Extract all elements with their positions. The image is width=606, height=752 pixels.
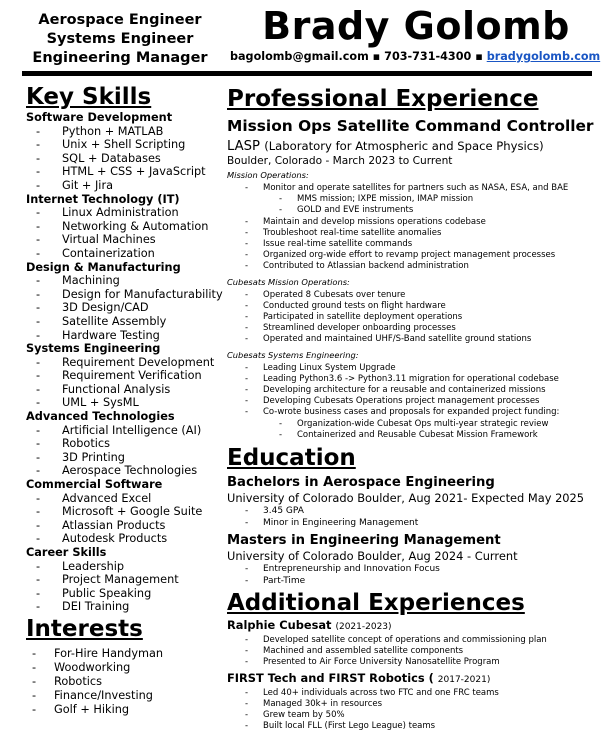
job-location-dates: Boulder, Colorado - March 2023 to Current — [227, 155, 453, 167]
skill-item-text: UML + SysML — [62, 396, 139, 410]
bullet-dash: - — [245, 323, 249, 334]
additional-bullet-text: Built local FLL (First Lego League) teams — [263, 721, 436, 732]
skill-item — [26, 138, 226, 152]
title-line: Engineering Manager — [32, 50, 208, 66]
skill-item — [26, 587, 226, 601]
person-name: Brady Golomb — [262, 4, 570, 48]
skill-category: Commercial Software — [26, 478, 163, 492]
experience-bullet — [227, 374, 599, 385]
experience-section-title: Mission Operations: — [227, 170, 309, 180]
skill-item-text: Git + Jira — [62, 178, 114, 192]
additional-bullet-text: Machined and assembled satellite components — [263, 646, 464, 657]
job-title: Mission Ops Satellite Command Controller — [227, 117, 594, 135]
entry-name: FIRST Tech and FIRST Robotics ( — [227, 670, 434, 685]
skill-item — [26, 233, 226, 247]
interest-item — [26, 689, 226, 703]
title-line: Systems Engineer — [46, 31, 194, 47]
skill-item — [26, 560, 226, 574]
skill-category: Design & Manufacturing — [26, 260, 181, 274]
additional-bullet-text: Grew team by 50% — [263, 710, 345, 721]
skill-item — [26, 288, 226, 302]
skill-category: Systems Engineering — [26, 342, 161, 356]
additional-bullet — [227, 721, 599, 732]
skill-item — [26, 437, 226, 451]
experience-sub-bullet — [227, 430, 599, 441]
degree-name: Bachelors in Aerospace Engineering — [227, 475, 495, 491]
skill-item — [26, 451, 226, 465]
bullet-dash: - — [36, 219, 41, 233]
experience-bullet — [227, 363, 599, 374]
bullet-dash: - — [36, 138, 41, 152]
skill-item-text: Satellite Assembly — [62, 314, 167, 328]
experience-bullet-text: Co-wrote business cases and proposals for expanded project funding: — [263, 407, 560, 418]
interest-item — [26, 647, 226, 661]
skill-item — [26, 315, 226, 329]
experience-bullet — [227, 407, 599, 418]
experience-bullet-text: Conducted ground tests on flight hardware — [263, 300, 446, 311]
bullet-dash: - — [36, 382, 41, 396]
bullet-dash: - — [36, 586, 41, 600]
skill-item-text: Hardware Testing — [62, 328, 160, 342]
experience-bullet-text: Leading Linux System Upgrade — [263, 362, 396, 373]
experience-bullet-text: Troubleshoot real-time satellite anomalies — [263, 227, 442, 238]
bullet-dash: - — [279, 418, 283, 429]
skill-item-text: Design for Manufacturability — [62, 287, 223, 301]
skill-item — [26, 532, 226, 546]
skill-item-text: Requirement Development — [62, 355, 215, 369]
experience-bullet — [227, 334, 599, 345]
entry-name: Ralphie Cubesat — [227, 618, 332, 633]
bullet-dash: - — [36, 464, 41, 478]
skill-item — [26, 165, 226, 179]
interest-item — [26, 661, 226, 675]
bullet-dash: - — [245, 657, 249, 668]
additional-bullet — [227, 699, 599, 710]
skill-item — [26, 519, 226, 533]
experience-sub-bullet — [227, 194, 599, 205]
experience-bullet — [227, 228, 599, 239]
skill-item-text: 3D Printing — [62, 450, 125, 464]
bullet-dash: - — [245, 334, 249, 345]
additional-bullet — [227, 635, 599, 646]
additional-bullet — [227, 657, 599, 668]
skill-item-text: Virtual Machines — [62, 233, 156, 247]
skill-item — [26, 356, 226, 370]
skill-item-text: Project Management — [62, 573, 179, 587]
bullet-dash: - — [245, 506, 249, 517]
experience-bullet-text: Developing architecture for a reusable and containerized missions — [263, 385, 546, 396]
skill-item-text: Autodesk Products — [62, 532, 168, 546]
right-column — [227, 86, 599, 732]
skill-item — [26, 206, 226, 220]
experience-bullet — [227, 312, 599, 323]
degree-name: Masters in Engineering Management — [227, 533, 501, 549]
experience-sub-bullet-text: Containerized and Reusable Cubesat Mission Framework — [297, 429, 538, 440]
additional-bullet — [227, 688, 599, 699]
experience-bullet — [227, 396, 599, 407]
additional-bullet — [227, 646, 599, 657]
bullet-dash: - — [36, 165, 41, 179]
interests-list — [26, 647, 226, 717]
bullet-dash: - — [36, 396, 41, 410]
skill-item — [26, 369, 226, 383]
experience-bullet-text: Monitor and operate satellites for partners such as NASA, ESA, and BAE — [263, 183, 569, 193]
experience-bullet-text: Streamlined developer onboarding processes — [263, 323, 456, 334]
bullet-dash: - — [36, 314, 41, 328]
skill-item-text: HTML + CSS + JavaScript — [62, 165, 206, 179]
additional-list — [227, 618, 599, 732]
experience-sub-bullet-text: GOLD and EVE instruments — [297, 205, 414, 216]
entry-years: 2017-2021) — [437, 674, 491, 685]
experience-sub-bullet — [227, 419, 599, 430]
experience-sections — [227, 169, 599, 441]
skill-category: Software Development — [26, 111, 173, 124]
bullet-dash: - — [36, 151, 41, 165]
interest-item — [26, 703, 226, 717]
education-bullet — [227, 517, 599, 529]
bullet-dash: - — [245, 721, 249, 732]
email[interactable]: bagolomb@gmail.com — [230, 50, 369, 63]
skill-item — [26, 179, 226, 193]
bullet-dash: - — [245, 183, 249, 193]
bullet-dash: - — [245, 312, 249, 323]
additional-entry-title — [227, 671, 599, 688]
bullet-dash: - — [36, 505, 41, 519]
bullet-dash: - — [245, 373, 249, 384]
bullet-dash: - — [32, 674, 37, 688]
bullet-dash: - — [245, 564, 249, 575]
skill-item — [26, 600, 226, 614]
entry-years: (2021-2023) — [335, 622, 392, 633]
website-link[interactable]: bradygolomb.com — [486, 50, 601, 63]
skill-item — [26, 274, 226, 288]
org-full-name: (Laboratory for Atmospheric and Space Physics) — [264, 139, 544, 153]
skill-item — [26, 220, 226, 234]
skill-categories — [26, 111, 226, 614]
bullet-dash: - — [36, 518, 41, 532]
experience-heading: Professional Experience — [227, 86, 539, 112]
skill-item-text: Networking & Automation — [62, 219, 209, 233]
experience-bullet-text: Organized org-wide effort to revamp project management processes — [263, 250, 556, 261]
skill-item — [26, 329, 226, 343]
experience-bullet — [227, 290, 599, 301]
skill-item — [26, 125, 226, 139]
experience-bullet-text: Developing Cubesats Operations project management processes — [263, 396, 540, 407]
experience-bullet — [227, 183, 599, 194]
interest-item-text: Golf + Hiking — [54, 702, 130, 716]
experience-bullet-text: Leading Python3.6 -> Python3.11 migration for operational codebase — [263, 373, 559, 384]
education-heading: Education — [227, 445, 356, 472]
skill-category: Advanced Technologies — [26, 410, 175, 424]
education-bullet — [227, 563, 599, 575]
bullet-dash: - — [279, 429, 283, 440]
skill-item — [26, 383, 226, 397]
bullet-dash: - — [245, 250, 249, 261]
additional-entry-title — [227, 618, 599, 635]
school-dates: University of Colorado Boulder, Aug 2024 - Current — [227, 549, 518, 564]
education-bullet-text: Part-Time — [263, 576, 306, 587]
bullet-dash: - — [36, 450, 41, 464]
experience-bullet-text: Contributed to Atlassian backend administration — [263, 261, 469, 272]
skill-item-text: SQL + Databases — [62, 151, 161, 165]
bullet-dash: - — [245, 635, 249, 646]
bullet-dash: - — [245, 646, 249, 657]
bullet-dash: - — [245, 362, 249, 373]
interests-heading: Interests — [26, 615, 143, 642]
experience-bullet — [227, 217, 599, 228]
experience-section-title: Cubesats Systems Engineering: — [227, 349, 359, 360]
experience-bullet — [227, 250, 599, 261]
education-list — [227, 474, 599, 587]
interest-item-text: Finance/Investing — [54, 688, 153, 702]
bullet-dash: - — [245, 227, 249, 238]
bullet-dash: - — [32, 646, 37, 660]
experience-bullet-text: Operated 8 Cubesats over tenure — [263, 289, 406, 300]
experience-bullet-text: Maintain and develop missions operations codebase — [263, 216, 486, 227]
experience-bullet — [227, 323, 599, 334]
skill-item-text: 3D Design/CAD — [62, 301, 149, 315]
interest-item-text: Robotics — [54, 674, 103, 688]
bullet-dash: - — [245, 710, 249, 721]
experience-bullet-text: Operated and maintained UHF/S-Band satellite ground stations — [263, 334, 532, 345]
bullet-dash: - — [36, 178, 41, 192]
experience-section-title: Cubesats Mission Operations: — [227, 276, 350, 287]
skill-item — [26, 492, 226, 506]
skill-category: Internet Technology (IT) — [26, 192, 180, 206]
bullet-dash: - — [245, 289, 249, 300]
bullet-dash: - — [245, 576, 249, 587]
interest-item — [26, 675, 226, 689]
interest-item-text: For-Hire Handyman — [54, 646, 164, 660]
bullet-dash: - — [36, 246, 41, 260]
experience-bullet-text: Participated in satellite deployment operations — [263, 312, 463, 323]
additional-bullet — [227, 710, 599, 721]
skill-item — [26, 505, 226, 519]
skill-item — [26, 152, 226, 166]
school-dates: University of Colorado Boulder, Aug 2021- Expected May 2025 — [227, 491, 585, 506]
bullet-dash: - — [36, 233, 41, 247]
bullet-dash: - — [36, 600, 41, 614]
bullet-dash: - — [36, 559, 41, 573]
bullet-dash: - — [279, 205, 283, 216]
bullet-dash: - — [245, 261, 249, 272]
bullet-dash: - — [245, 216, 249, 227]
experience-bullet — [227, 239, 599, 250]
bullet-dash: - — [245, 385, 249, 396]
skill-item — [26, 424, 226, 438]
skill-item — [26, 396, 226, 410]
experience-bullets — [227, 363, 599, 441]
experience-bullet — [227, 301, 599, 312]
bullet-dash: - — [36, 573, 41, 587]
experience-bullet — [227, 261, 599, 272]
professional-titles — [20, 11, 220, 68]
bullet-dash: - — [32, 660, 37, 674]
header-divider — [22, 71, 592, 76]
bullet-dash: - — [245, 518, 249, 529]
skill-item-text: Robotics — [62, 437, 111, 451]
skill-item-text: Requirement Verification — [62, 369, 202, 383]
contact-line — [230, 50, 601, 63]
additional-bullet-text: Led 40+ individuals across two FTC and one FRC teams — [263, 687, 499, 698]
additional-bullet-text: Managed 30k+ in resources — [263, 698, 383, 709]
experience-bullets — [227, 290, 599, 346]
bullet-dash: - — [36, 206, 41, 220]
experience-bullet — [227, 385, 599, 396]
experience-sub-bullet-text: MMS mission; IXPE mission, IMAP mission — [297, 194, 474, 205]
bullet-dash: - — [36, 423, 41, 437]
bullet-dash: - — [32, 702, 37, 716]
bullet-dash: - — [245, 687, 249, 698]
bullet-dash: - — [245, 396, 249, 407]
bullet-dash: - — [36, 355, 41, 369]
skill-category: Career Skills — [26, 546, 107, 559]
experience-sub-bullet-text: Organization-wide Cubesat Ops multi-year strategic review — [297, 418, 549, 429]
left-column — [26, 84, 226, 717]
organization — [227, 138, 599, 155]
bullet-dash: - — [245, 698, 249, 709]
key-skills-heading: Key Skills — [26, 84, 152, 110]
bullet-dash: - — [32, 688, 37, 702]
skill-item-text: Atlassian Products — [62, 518, 166, 532]
skill-item — [26, 247, 226, 261]
education-bullet — [227, 575, 599, 587]
skill-item-text: Linux Administration — [62, 206, 179, 220]
experience-bullet-text: Issue real-time satellite commands — [263, 239, 413, 250]
bullet-dash: - — [36, 532, 41, 546]
separator: ▪ — [475, 50, 483, 63]
bullet-dash: - — [245, 407, 249, 418]
interest-item-text: Woodworking — [54, 660, 131, 674]
skill-item-text: Machining — [62, 274, 120, 288]
skill-item-text: Containerization — [62, 246, 155, 260]
skill-item-text: Artificial Intelligence (AI) — [62, 423, 202, 437]
skill-item-text: Public Speaking — [62, 586, 152, 600]
org-acronym: LASP — [227, 139, 260, 154]
skill-item — [26, 301, 226, 315]
skill-item-text: Aerospace Technologies — [62, 464, 198, 478]
skill-item-text: Unix + Shell Scripting — [62, 138, 186, 152]
skill-item — [26, 464, 226, 478]
phone: 703-731-4300 — [384, 50, 472, 63]
bullet-dash: - — [245, 239, 249, 250]
education-bullet-text: 3.45 GPA — [263, 506, 304, 517]
education-bullet-text: Entrepreneurship and Innovation Focus — [263, 564, 440, 575]
bullet-dash: - — [36, 274, 41, 288]
skill-item-text: Functional Analysis — [62, 382, 171, 396]
bullet-dash: - — [279, 194, 283, 205]
bullet-dash: - — [36, 287, 41, 301]
skill-item-text: Python + MATLAB — [62, 124, 164, 138]
skill-item-text: Microsoft + Google Suite — [62, 505, 203, 519]
bullet-dash: - — [36, 124, 41, 138]
bullet-dash: - — [245, 300, 249, 311]
separator: ▪ — [372, 50, 381, 63]
skill-item-text: Leadership — [62, 559, 125, 573]
additional-bullet-text: Developed satellite concept of operations and commissioning plan — [263, 635, 547, 646]
bullet-dash: - — [36, 437, 41, 451]
experience-bullets — [227, 183, 599, 273]
additional-bullet-text: Presented to Air Force University Nanosatellite Program — [263, 657, 500, 668]
title-line: Aerospace Engineer — [38, 12, 202, 28]
additional-heading: Additional Experiences — [227, 590, 525, 617]
bullet-dash: - — [36, 369, 41, 383]
experience-sub-bullet — [227, 205, 599, 216]
skill-item — [26, 573, 226, 587]
education-bullet-text: Minor in Engineering Management — [263, 518, 419, 529]
bullet-dash: - — [36, 491, 41, 505]
bullet-dash: - — [36, 328, 41, 342]
skill-item-text: DEI Training — [62, 600, 130, 614]
education-bullet — [227, 505, 599, 517]
bullet-dash: - — [36, 301, 41, 315]
skill-item-text: Advanced Excel — [62, 491, 152, 505]
